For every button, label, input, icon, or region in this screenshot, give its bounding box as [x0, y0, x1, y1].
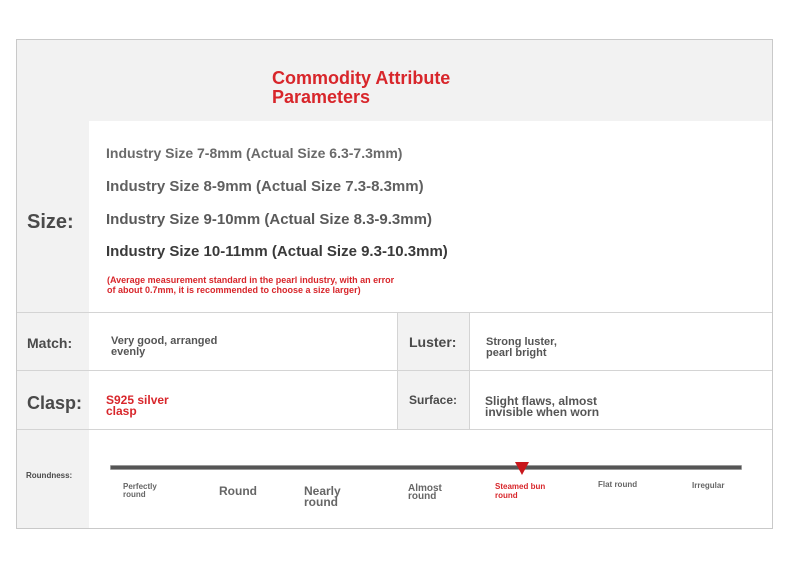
- match-label-cell: [17, 313, 90, 370]
- roundness-label: Roundness:: [26, 471, 73, 480]
- size-option-1: Industry Size 7-8mm (Actual Size 6.3-7.3mm): [106, 145, 403, 161]
- match-value-cell: [89, 313, 397, 370]
- surface-label: Surface:: [409, 393, 458, 407]
- size-option-3: Industry Size 9-10mm (Actual Size 8.3-9.3mm): [106, 211, 432, 228]
- size-option-2: Industry Size 8-9mm (Actual Size 7.3-8.3mm): [106, 178, 424, 195]
- roundness-tick-almost-round: Almost round: [408, 483, 442, 502]
- luster-value: Strong luster, pearl bright: [486, 336, 557, 359]
- clasp-value-cell: [89, 371, 397, 429]
- clasp-label: Clasp:: [27, 393, 83, 413]
- match-luster-row: [17, 313, 772, 371]
- roundness-label-cell: [17, 430, 90, 528]
- clasp-label-cell: [17, 371, 90, 429]
- size-row: [17, 121, 772, 313]
- luster-label-cell: [397, 313, 470, 370]
- surface-value: Slight flaws, almost invisible when worn: [485, 394, 600, 419]
- surface-value-cell: [470, 371, 772, 429]
- roundness-tick-flat-round: Flat round: [598, 480, 638, 489]
- size-option-4: Industry Size 10-11mm (Actual Size 9.3-10.3mm): [106, 243, 448, 260]
- size-note: (Average measurement standard in the pearl industry, with an error of about 0.7mm, it is recommended to choose a size larger): [107, 275, 395, 295]
- roundness-tick-round: Round: [219, 484, 257, 498]
- clasp-surface-row: [17, 371, 772, 430]
- roundness-tick-steamed-bun-round: Steamed bun round: [495, 482, 546, 500]
- roundness-scale-cell: [89, 430, 772, 528]
- roundness-row: [17, 430, 772, 528]
- roundness-marker-icon: [515, 462, 529, 475]
- luster-label: Luster:: [409, 334, 457, 350]
- roundness-tick-irregular: Irregular: [692, 481, 725, 490]
- page-title: Commodity Attribute Parameters: [272, 68, 451, 107]
- roundness-track: [110, 465, 742, 470]
- clasp-value: S925 silver clasp: [106, 393, 169, 418]
- match-label: Match:: [27, 335, 73, 351]
- luster-value-cell: [470, 313, 772, 370]
- size-label: Size:: [27, 211, 74, 233]
- match-value: Very good, arranged evenly: [111, 335, 218, 358]
- roundness-tick-perfectly-round: Perfectly round: [123, 482, 157, 499]
- size-value-cell: [89, 121, 772, 312]
- table-header: [17, 40, 772, 122]
- roundness-tick-nearly-round: Nearly round: [304, 484, 341, 509]
- size-label-cell: [17, 121, 90, 312]
- attribute-table: [16, 39, 773, 529]
- surface-label-cell: [397, 371, 470, 429]
